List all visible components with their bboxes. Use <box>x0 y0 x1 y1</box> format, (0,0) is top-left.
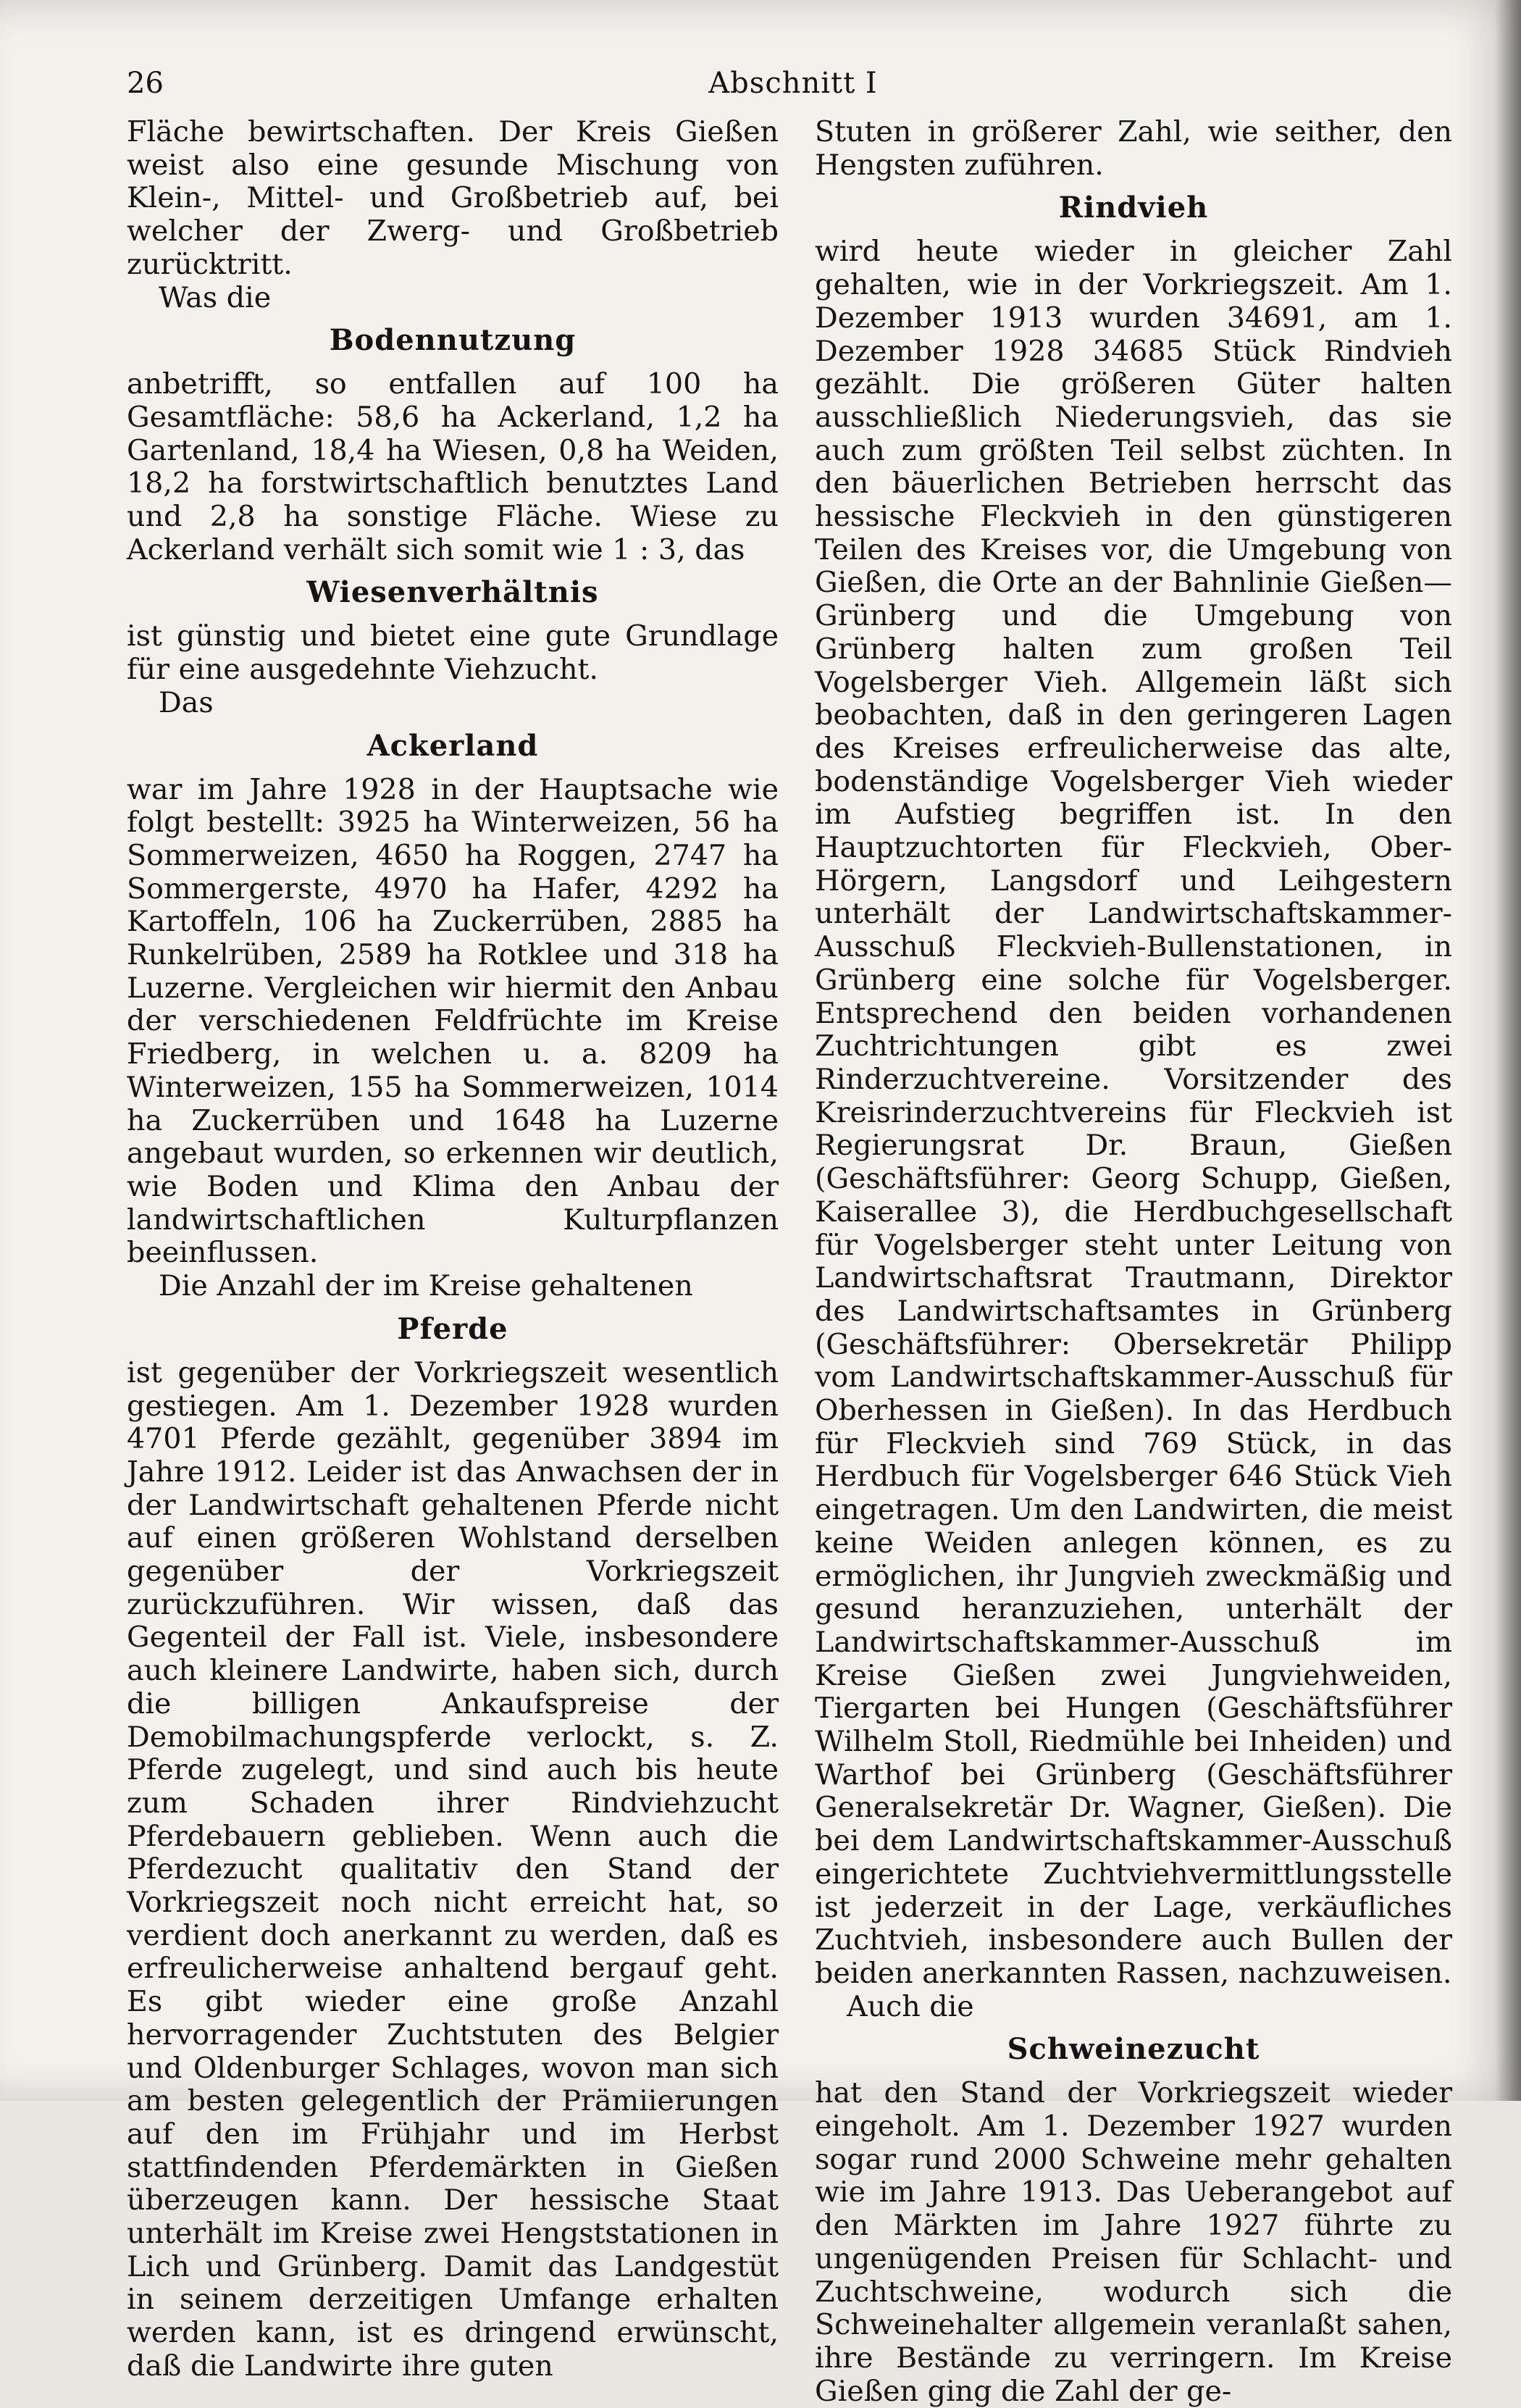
running-title: Abschnitt I <box>708 67 878 100</box>
paragraph-wiesenverhaeltnis: ist günstig und bietet eine gute Grundlage für eine ausgedehnte Viehzucht. <box>127 619 779 687</box>
paragraph-schweinezucht: hat den Stand der Vorkriegszeit wieder eingeholt. Am 1. Dezember 1927 wurden sogar rund 2000 Schweine mehr gehalten wie im Jahre 1913. Das Ueberangebot auf den Märkten im Jahre 1927 führte zu ungenügenden Preisen für Schlacht- und Zuchtschweine, wodurch sich die Schweinehalter allgemein veranlaßt sahen, ihre Bestände zu verringern. Im Kreise Gießen ging die Zahl der ge- <box>815 2076 1452 2408</box>
heading-bodennutzung: Bodennutzung <box>329 323 577 358</box>
left-column <box>127 116 779 2383</box>
lead-bodennutzung: Was die <box>159 280 272 314</box>
page-number: 26 <box>127 67 164 100</box>
paragraph-continued: Stuten in größerer Zahl, wie seither, den Hengsten zuführen. <box>815 115 1452 182</box>
heading-schweinezucht: Schweinezucht <box>1007 2032 1260 2067</box>
heading-rindvieh: Rindvieh <box>1058 191 1209 225</box>
lead-ackerland: Das <box>159 685 214 719</box>
paragraph-bodennutzung: anbetrifft, so entfallen auf 100 ha Gesamtfläche: 58,6 ha Ackerland, 1,2 ha Gartenland, 18,4 ha Wiesen, 0,8 ha Weiden, 18,2 ha forstwirtschaftlich benutztes Land und 2,8 ha sonstige Fläche. Wiese zu Ackerland verhält sich somit wie 1 : 3, das <box>127 367 779 567</box>
right-column <box>815 116 1452 2408</box>
heading-wiesenverhaeltnis: Wiesenverhältnis <box>306 575 599 610</box>
paragraph-pferde: ist gegenüber der Vorkriegszeit wesentlich gestiegen. Am 1. Dezember 1928 wurden 4701 Pferde gezählt, gegenüber 3894 im Jahre 1912. Leider ist das Anwachsen der in der Landwirtschaft gehaltenen Pferde nicht auf einen größeren Wohlstand derselben gegenüber der Vorkriegszeit zurückzuführen. Wir wissen, daß das Gegenteil der Fall ist. Viele, insbesondere auch kleinere Landwirte, haben sich, durch die billigen Ankaufspreise der Demobilmachungspferde verlockt, s. Z. Pferde zugelegt, und sind auch bis heute zum Schaden ihrer Rindviehzucht Pferdebauern geblieben. Wenn auch die Pferdezucht qualitativ den Stand der Vorkriegszeit noch nicht erreicht hat, so verdient doch anerkannt zu werden, daß es erfreulicherweise anhaltend bergauf geht. Es gibt wieder eine große Anzahl hervorragender Zuchtstuten des Belgier und Oldenburger Schlages, wovon man sich am besten gelegentlich der Prämiierungen auf den im Frühjahr und im Herbst stattfindenden Pferdemärkten in Gießen überzeugen kann. Der hessische Staat unterhält im Kreise zwei Hengststationen in Lich und Grünberg. Damit das Landgestüt in seinem derzeitigen Umfange erhalten werden kann, ist es dringend erwünscht, daß die Landwirte ihre guten <box>127 1355 779 2383</box>
page-header <box>127 67 1459 110</box>
heading-ackerland: Ackerland <box>366 728 539 763</box>
lead-pferde: Die Anzahl der im Kreise gehaltenen <box>159 1269 693 1303</box>
heading-pferde: Pferde <box>397 1311 508 1346</box>
paragraph-intro: Fläche bewirtschaften. Der Kreis Gießen weist also eine gesunde Mischung von Klein-, Mittel- und Großbetrieb auf, bei welcher der Zwerg- und Großbetrieb zurücktritt. <box>127 115 779 281</box>
lead-schweinezucht: Auch die <box>847 1989 974 2023</box>
paragraph-ackerland: war im Jahre 1928 in der Hauptsache wie folgt bestellt: 3925 ha Winterweizen, 56 ha Sommerweizen, 4650 ha Roggen, 2747 ha Sommergerste, 4970 ha Hafer, 4292 ha Kartoffeln, 106 ha Zuckerrüben, 2885 ha Runkelrüben, 2589 ha Rotklee und 318 ha Luzerne. Vergleichen wir hiermit den Anbau der verschiedenen Feldfrüchte im Kreise Friedberg, in welchen u. a. 8209 ha Winterweizen, 155 ha Sommerweizen, 1014 ha Zuckerrüben und 1648 ha Luzerne angebaut wurden, so erkennen wir deutlich, wie Boden und Klima den Anbau der landwirtschaftlichen Kulturpflanzen beeinflussen. <box>127 772 779 1270</box>
paragraph-rindvieh: wird heute wieder in gleicher Zahl gehalten, wie in der Vorkriegszeit. Am 1. Dezember 1913 wurden 34691, am 1. Dezember 1928 34685 Stück Rindvieh gezählt. Die größeren Güter halten ausschließlich Niederungsvieh, das sie auch zum größten Teil selbst züchten. In den bäuerlichen Betrieben herrscht das hessische Fleckvieh in den günstigeren Teilen des Kreises vor, die Umgebung von Gießen, die Orte an der Bahnlinie Gießen—Grünberg und die Umgebung von Grünberg halten zum großen Teil Vogelsberger Vieh. Allgemein läßt sich beobachten, daß in den geringeren Lagen des Kreises erfreulicherweise das alte, bodenständige Vogelsberger Vieh wieder im Aufstieg begriffen ist. In den Hauptzuchtorten für Fleckvieh, Ober-Hörgern, Langsdorf und Leihgestern unterhält der Landwirtschaftskammer-Ausschuß Fleckvieh-Bullenstationen, in Grünberg eine solche für Vogelsberger. Entsprechend den beiden vorhandenen Zuchtrichtungen gibt es zwei Rinderzuchtvereine. Vorsitzender des Kreisrinderzuchtvereins für Fleckvieh ist Regierungsrat Dr. Braun, Gießen (Geschäftsführer: Georg Schupp, Gießen, Kaiserallee 3), die Herdbuchgesellschaft für Vogelsberger steht unter Leitung von Landwirtschaftsrat Trautmann, Direktor des Landwirtschaftsamtes in Grünberg (Geschäftsführer: Obersekretär Philipp vom Landwirtschaftskammer-Ausschuß für Oberhessen in Gießen). In das Herdbuch für Fleckvieh sind 769 Stück, in das Herdbuch für Vogelsberger 646 Stück Vieh eingetragen. Um den Landwirten, die meist keine Weiden anlegen können, es zu ermöglichen, ihr Jungvieh zweckmäßig und gesund heranzuziehen, unterhält der Landwirtschaftskammer-Ausschuß im Kreise Gießen zwei Jungviehweiden, Tiergarten bei Hungen (Geschäftsführer Wilhelm Stoll, Riedmühle bei Inheiden) und Warthof bei Grünberg (Geschäftsführer Generalsekretär Dr. Wagner, Gießen). Die bei dem Landwirtschaftskammer-Ausschuß eingerichtete Zuchtviehvermittlungsstelle ist jederzeit in der Lage, verkäufliches Zuchtvieh, insbesondere auch Bullen der beiden anerkannten Rassen, nachzuweisen. <box>815 235 1452 1990</box>
page-edge-shadow <box>1495 0 1521 2101</box>
